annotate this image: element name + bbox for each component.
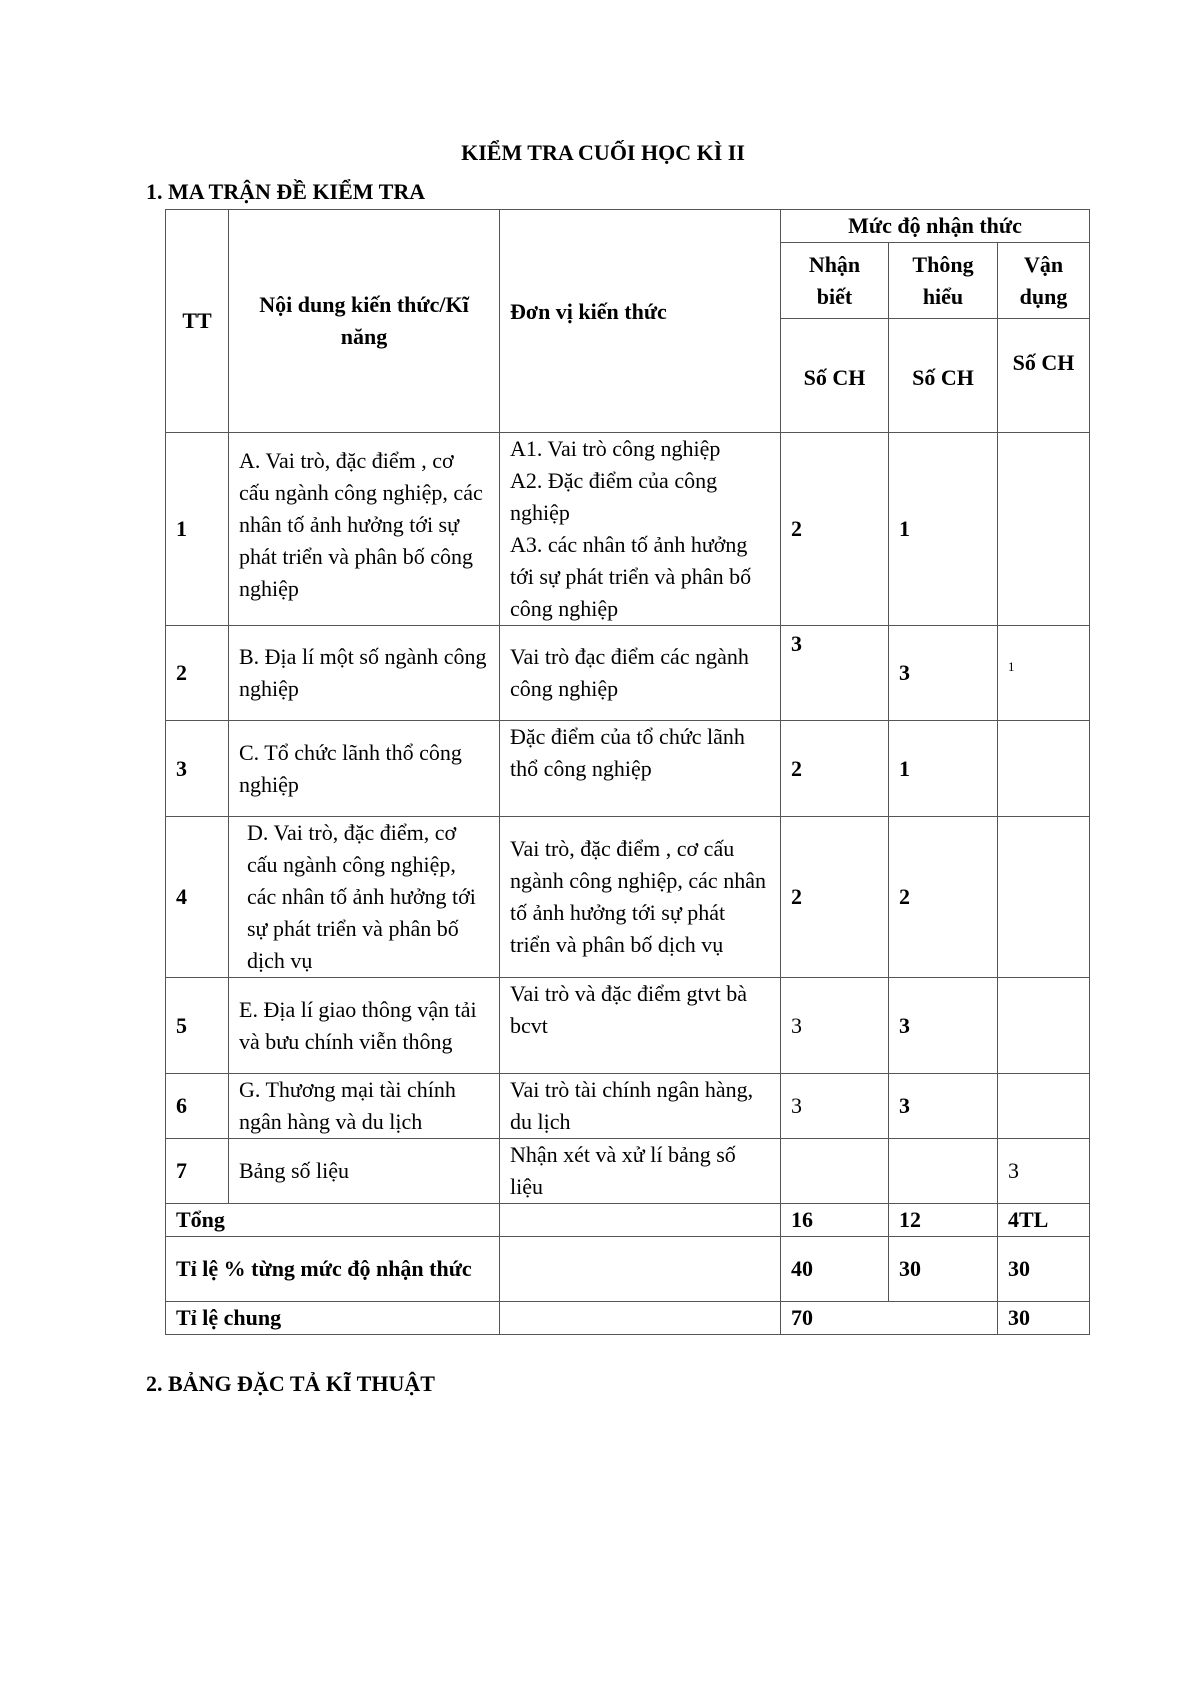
header-tt: TT bbox=[166, 210, 229, 433]
total-unit-empty bbox=[500, 1204, 781, 1237]
header-recognize: Nhận biết bbox=[781, 243, 889, 319]
row-content: Bảng số liệu bbox=[229, 1139, 500, 1204]
row-tt: 1 bbox=[166, 433, 229, 626]
header-count-apply: Số CH bbox=[998, 319, 1090, 433]
overall-row bbox=[166, 1302, 1090, 1335]
row-understand: 3 bbox=[889, 978, 998, 1074]
overall-unit-empty bbox=[500, 1302, 781, 1335]
table-row bbox=[166, 721, 1090, 817]
row-apply bbox=[998, 433, 1090, 626]
section-heading-spec: 2. BẢNG ĐẶC TẢ KĨ THUẬT bbox=[146, 1371, 435, 1396]
row-apply: 3 bbox=[998, 1139, 1090, 1204]
row-tt: 7 bbox=[166, 1139, 229, 1204]
row-unit: Vai trò, đặc điểm , cơ cấu ngành công nghiệp, các nhân tố ảnh hưởng tới sự phát triển và phân bố dịch vụ bbox=[500, 817, 781, 978]
row-understand: 3 bbox=[889, 626, 998, 721]
total-understand: 12 bbox=[889, 1204, 998, 1237]
row-content: B. Địa lí một số ngành công nghiệp bbox=[229, 626, 500, 721]
row-unit: Vai trò tài chính ngân hàng, du lịch bbox=[500, 1074, 781, 1139]
ratio-understand: 30 bbox=[889, 1237, 998, 1302]
row-recognize: 2 bbox=[781, 433, 889, 626]
row-apply bbox=[998, 1074, 1090, 1139]
ratio-row bbox=[166, 1237, 1090, 1302]
row-apply: 1 bbox=[998, 626, 1090, 721]
table-row bbox=[166, 978, 1090, 1074]
row-tt: 6 bbox=[166, 1074, 229, 1139]
header-count-understand: Số CH bbox=[889, 319, 998, 433]
row-unit: Nhận xét và xử lí bảng số liệu bbox=[500, 1139, 781, 1204]
row-recognize bbox=[781, 1139, 889, 1204]
header-level: Mức độ nhận thức bbox=[781, 210, 1090, 243]
row-tt: 4 bbox=[166, 817, 229, 978]
table-row bbox=[166, 817, 1090, 978]
row-content: G. Thương mại tài chính ngân hàng và du lịch bbox=[229, 1074, 500, 1139]
header-understand: Thông hiểu bbox=[889, 243, 998, 319]
ratio-unit-empty bbox=[500, 1237, 781, 1302]
row-understand: 1 bbox=[889, 433, 998, 626]
row-understand: 1 bbox=[889, 721, 998, 817]
header-count-recognize: Số CH bbox=[781, 319, 889, 433]
row-apply bbox=[998, 978, 1090, 1074]
row-apply bbox=[998, 721, 1090, 817]
row-tt: 3 bbox=[166, 721, 229, 817]
row-apply bbox=[998, 817, 1090, 978]
row-content: D. Vai trò, đặc điểm, cơ cấu ngành công nghiệp, các nhân tố ảnh hưởng tới sự phát triển và phân bố dịch vụ bbox=[229, 817, 500, 978]
total-row bbox=[166, 1204, 1090, 1237]
document-title: KIỂM TRA CUỐI HỌC KÌ II bbox=[461, 140, 745, 165]
row-recognize: 2 bbox=[781, 817, 889, 978]
overall-apply: 30 bbox=[998, 1302, 1090, 1335]
row-recognize: 3 bbox=[781, 626, 889, 721]
ratio-apply: 30 bbox=[998, 1237, 1090, 1302]
ratio-label: Tỉ lệ % từng mức độ nhận thức bbox=[166, 1237, 500, 1302]
overall-combined: 70 bbox=[781, 1302, 998, 1335]
row-unit bbox=[500, 433, 781, 626]
row-recognize: 3 bbox=[781, 978, 889, 1074]
row-unit: Vai trò và đặc điểm gtvt bà bcvt bbox=[500, 978, 781, 1074]
header-apply: Vận dụng bbox=[998, 243, 1090, 319]
header-content: Nội dung kiến thức/Kĩ năng bbox=[229, 210, 500, 433]
row-unit: Đặc điểm của tổ chức lãnh thổ công nghiệp bbox=[500, 721, 781, 817]
unit-line: A1. Vai trò công nghiệp A2. Đặc điểm của công nghiệp A3. các nhân tố ảnh hưởng tới sự phát triển và phân bố công nghiệp bbox=[510, 436, 752, 621]
exam-matrix-table bbox=[165, 209, 1090, 1335]
row-tt: 2 bbox=[166, 626, 229, 721]
row-content: E. Địa lí giao thông vận tải và bưu chính viễn thông bbox=[229, 978, 500, 1074]
table-row bbox=[166, 1074, 1090, 1139]
overall-label: Tỉ lệ chung bbox=[166, 1302, 500, 1335]
total-recognize: 16 bbox=[781, 1204, 889, 1237]
total-apply: 4TL bbox=[998, 1204, 1090, 1237]
section-heading-matrix: 1. MA TRẬN ĐỀ KIỂM TRA bbox=[146, 179, 426, 204]
table-row bbox=[166, 433, 1090, 626]
row-recognize: 3 bbox=[781, 1074, 889, 1139]
header-unit: Đơn vị kiến thức bbox=[500, 210, 781, 433]
ratio-recognize: 40 bbox=[781, 1237, 889, 1302]
row-recognize: 2 bbox=[781, 721, 889, 817]
row-content: C. Tổ chức lãnh thổ công nghiệp bbox=[229, 721, 500, 817]
row-understand: 2 bbox=[889, 817, 998, 978]
row-unit: Vai trò đạc điểm các ngành công nghiệp bbox=[500, 626, 781, 721]
row-content: A. Vai trò, đặc điểm , cơ cấu ngành công nghiệp, các nhân tố ảnh hưởng tới sự phát triển và phân bố công nghiệp bbox=[229, 433, 500, 626]
table-row bbox=[166, 626, 1090, 721]
row-understand: 3 bbox=[889, 1074, 998, 1139]
row-tt: 5 bbox=[166, 978, 229, 1074]
table-row bbox=[166, 1139, 1090, 1204]
total-label: Tổng bbox=[166, 1204, 500, 1237]
row-understand bbox=[889, 1139, 998, 1204]
